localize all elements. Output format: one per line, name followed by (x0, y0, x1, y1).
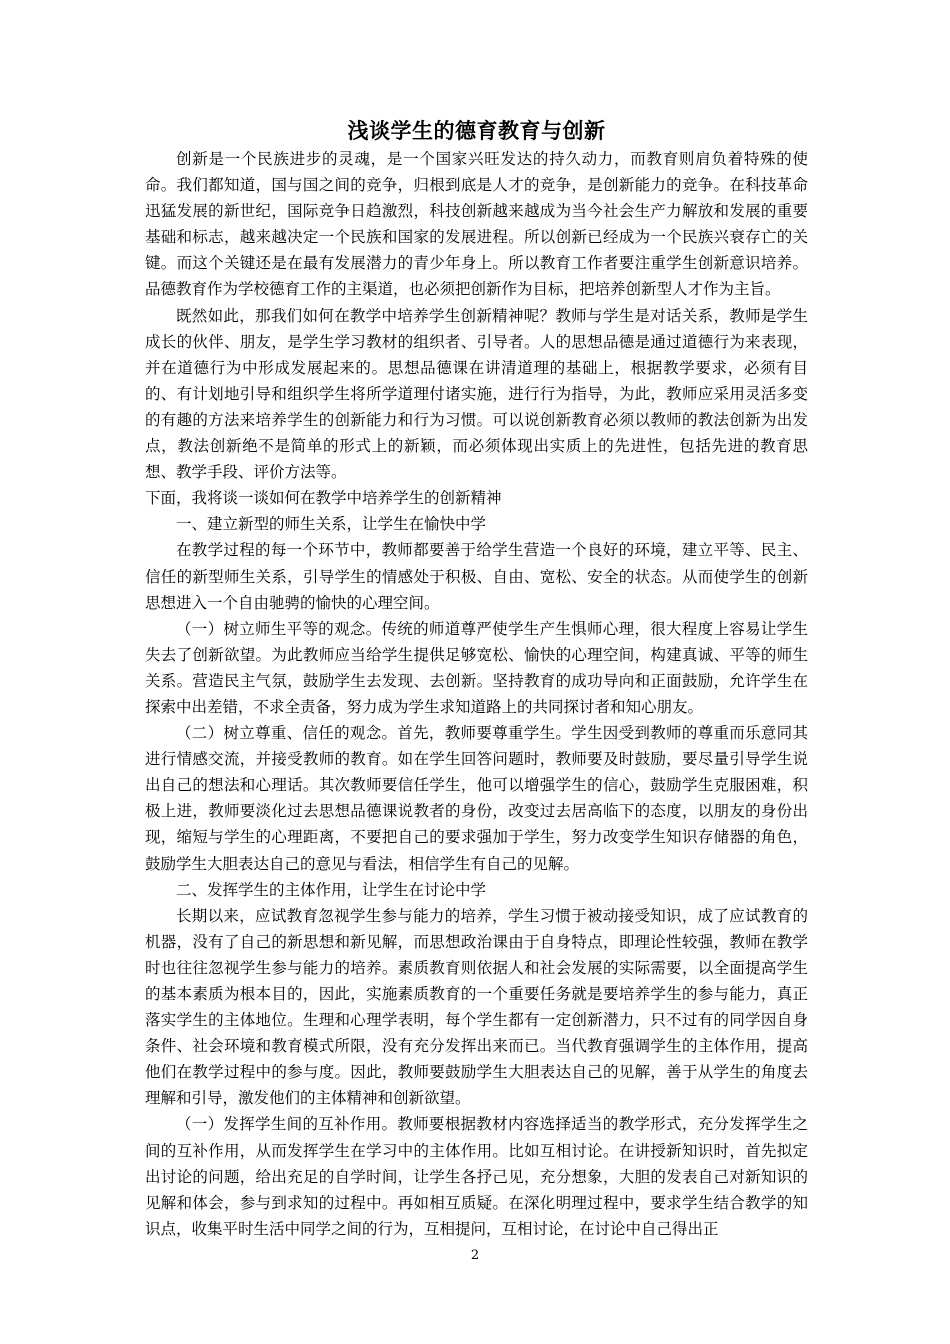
paragraph-section-2: 长期以来，应试教育忽视学生参与能力的培养，学生习惯于被动接受知识，成了应试教育的机器，没有了自己的新思想和新见解，而思想政治课由于自身特点，即理论性较强，教师在教学时也往往忽视学生参与能力的培养。素质教育则依据人和社会发展的实际需要，以全面提高学生的基本素质为根本目的，因此，实施素质教育的一个重要任务就是要培养学生的参与能力，真正落实学生的主体地位。生理和心理学表明，每个学生都有一定创新潜力，只不过有的同学因自身条件、社会环境和教育模式所限，没有充分发挥出来而已。当代教育强调学生的主体作用，提高他们在教学过程中的参与度。因此，教师要鼓励学生大胆表达自己的见解，善于从学生的角度去理解和引导，激发他们的主体精神和创新欲望。 (145, 906, 808, 1108)
paragraph-subsection-1-1: （一）树立师生平等的观念。传统的师道尊严使学生产生惧师心理，很大程度上容易让学生失去了创新欲望。为此教师应当给学生提供足够宽松、愉快的心理空间，构建真诚、平等的师生关系。营造民主气氛，鼓励学生去发现、去创新。坚持教育的成功导向和正面鼓励，允许学生在探索中出差错，不求全责备，努力成为学生求知道路上的共同探讨者和知心朋友。 (145, 619, 808, 716)
section-heading-1: 一、建立新型的师生关系，让学生在愉快中学 (176, 515, 487, 534)
page-number: 2 (470, 1248, 480, 1263)
document-body (145, 116, 808, 1242)
paragraph-section-1: 在教学过程的每一个环节中，教师都要善于给学生营造一个良好的环境，建立平等、民主、信任的新型师生关系，引导学生的情感处于积极、自由、宽松、安全的状态。从而使学生的创新思想进入一个自由驰骋的愉快的心理空间。 (145, 541, 808, 612)
paragraph-intro: 创新是一个民族进步的灵魂，是一个国家兴旺发达的持久动力，而教育则肩负着特殊的使命。我们都知道，国与国之间的竞争，归根到底是人才的竞争，是创新能力的竞争。在科技革命迅猛发展的新世纪，国际竞争日趋激烈，科技创新越来越成为当今社会生产力解放和发展的重要基础和标志，越来越决定一个民族和国家的发展进程。所以创新已经成为一个民族兴衰存亡的关键。而这个关键还是在最有发展潜力的青少年身上。所以教育工作者要注重学生创新意识培养。品德教育作为学校德育工作的主渠道，也必须把创新作为目标，把培养创新型人才作为主旨。 (145, 150, 808, 299)
section-heading-2: 二、发挥学生的主体作用，让学生在讨论中学 (176, 880, 487, 899)
paragraph-transition: 下面，我将谈一谈如何在教学中培养学生的创新精神 (145, 489, 502, 508)
paragraph-question: 既然如此，那我们如何在教学中培养学生创新精神呢？教师与学生是对话关系，教师是学生成长的伙伴、朋友，是学生学习教材的组织者、引导者。人的思想品德是通过道德行为来表现，并在道德行为中形成发展起来的。思想品德课在讲清道理的基础上，根据教学要求，必须有目的、有计划地引导和组织学生将所学道理付诸实施，进行行为指导，为此，教师应采用灵活多变的有趣的方法来培养学生的创新能力和行为习惯。可以说创新教育必须以教师的教法创新为出发点，教法创新绝不是简单的形式上的新颖，而必须体现出实质上的先进性，包括先进的教育思想、教学手段、评价方法等。 (145, 306, 808, 482)
paragraph-subsection-1-2: （二）树立尊重、信任的观念。首先，教师要尊重学生。学生因受到教师的尊重而乐意同其进行情感交流，并接受教师的教育。如在学生回答问题时，教师要及时鼓励，要尽量引导学生说出自己的想法和心理话。其次教师要信任学生，他可以增强学生的信心，鼓励学生克服困难，积极上进，教师要淡化过去思想品德课说教者的身份，改变过去居高临下的态度，以朋友的身份出现，缩短与学生的心理距离，不要把自己的要求强加于学生，努力改变学生知识存储器的角色，鼓励学生大胆表达自己的意见与看法，相信学生有自己的见解。 (145, 724, 808, 873)
document-title: 浅谈学生的德育教育与创新 (347, 119, 606, 143)
paragraph-subsection-2-1: （一）发挥学生间的互补作用。教师要根据教材内容选择适当的教学形式，充分发挥学生之间的互补作用，从而发挥学生在学习中的主体作用。比如互相讨论。在讲授新知识时，首先拟定出讨论的问题，给出充足的自学时间，让学生各抒己见，充分想象，大胆的发表自己对新知识的见解和体会，参与到求知的过程中。再如相互质疑。在深化明理过程中，要求学生结合教学的知识点，收集平时生活中同学之间的行为，互相提问，互相讨论，在讨论中自己得出正 (145, 1115, 808, 1238)
